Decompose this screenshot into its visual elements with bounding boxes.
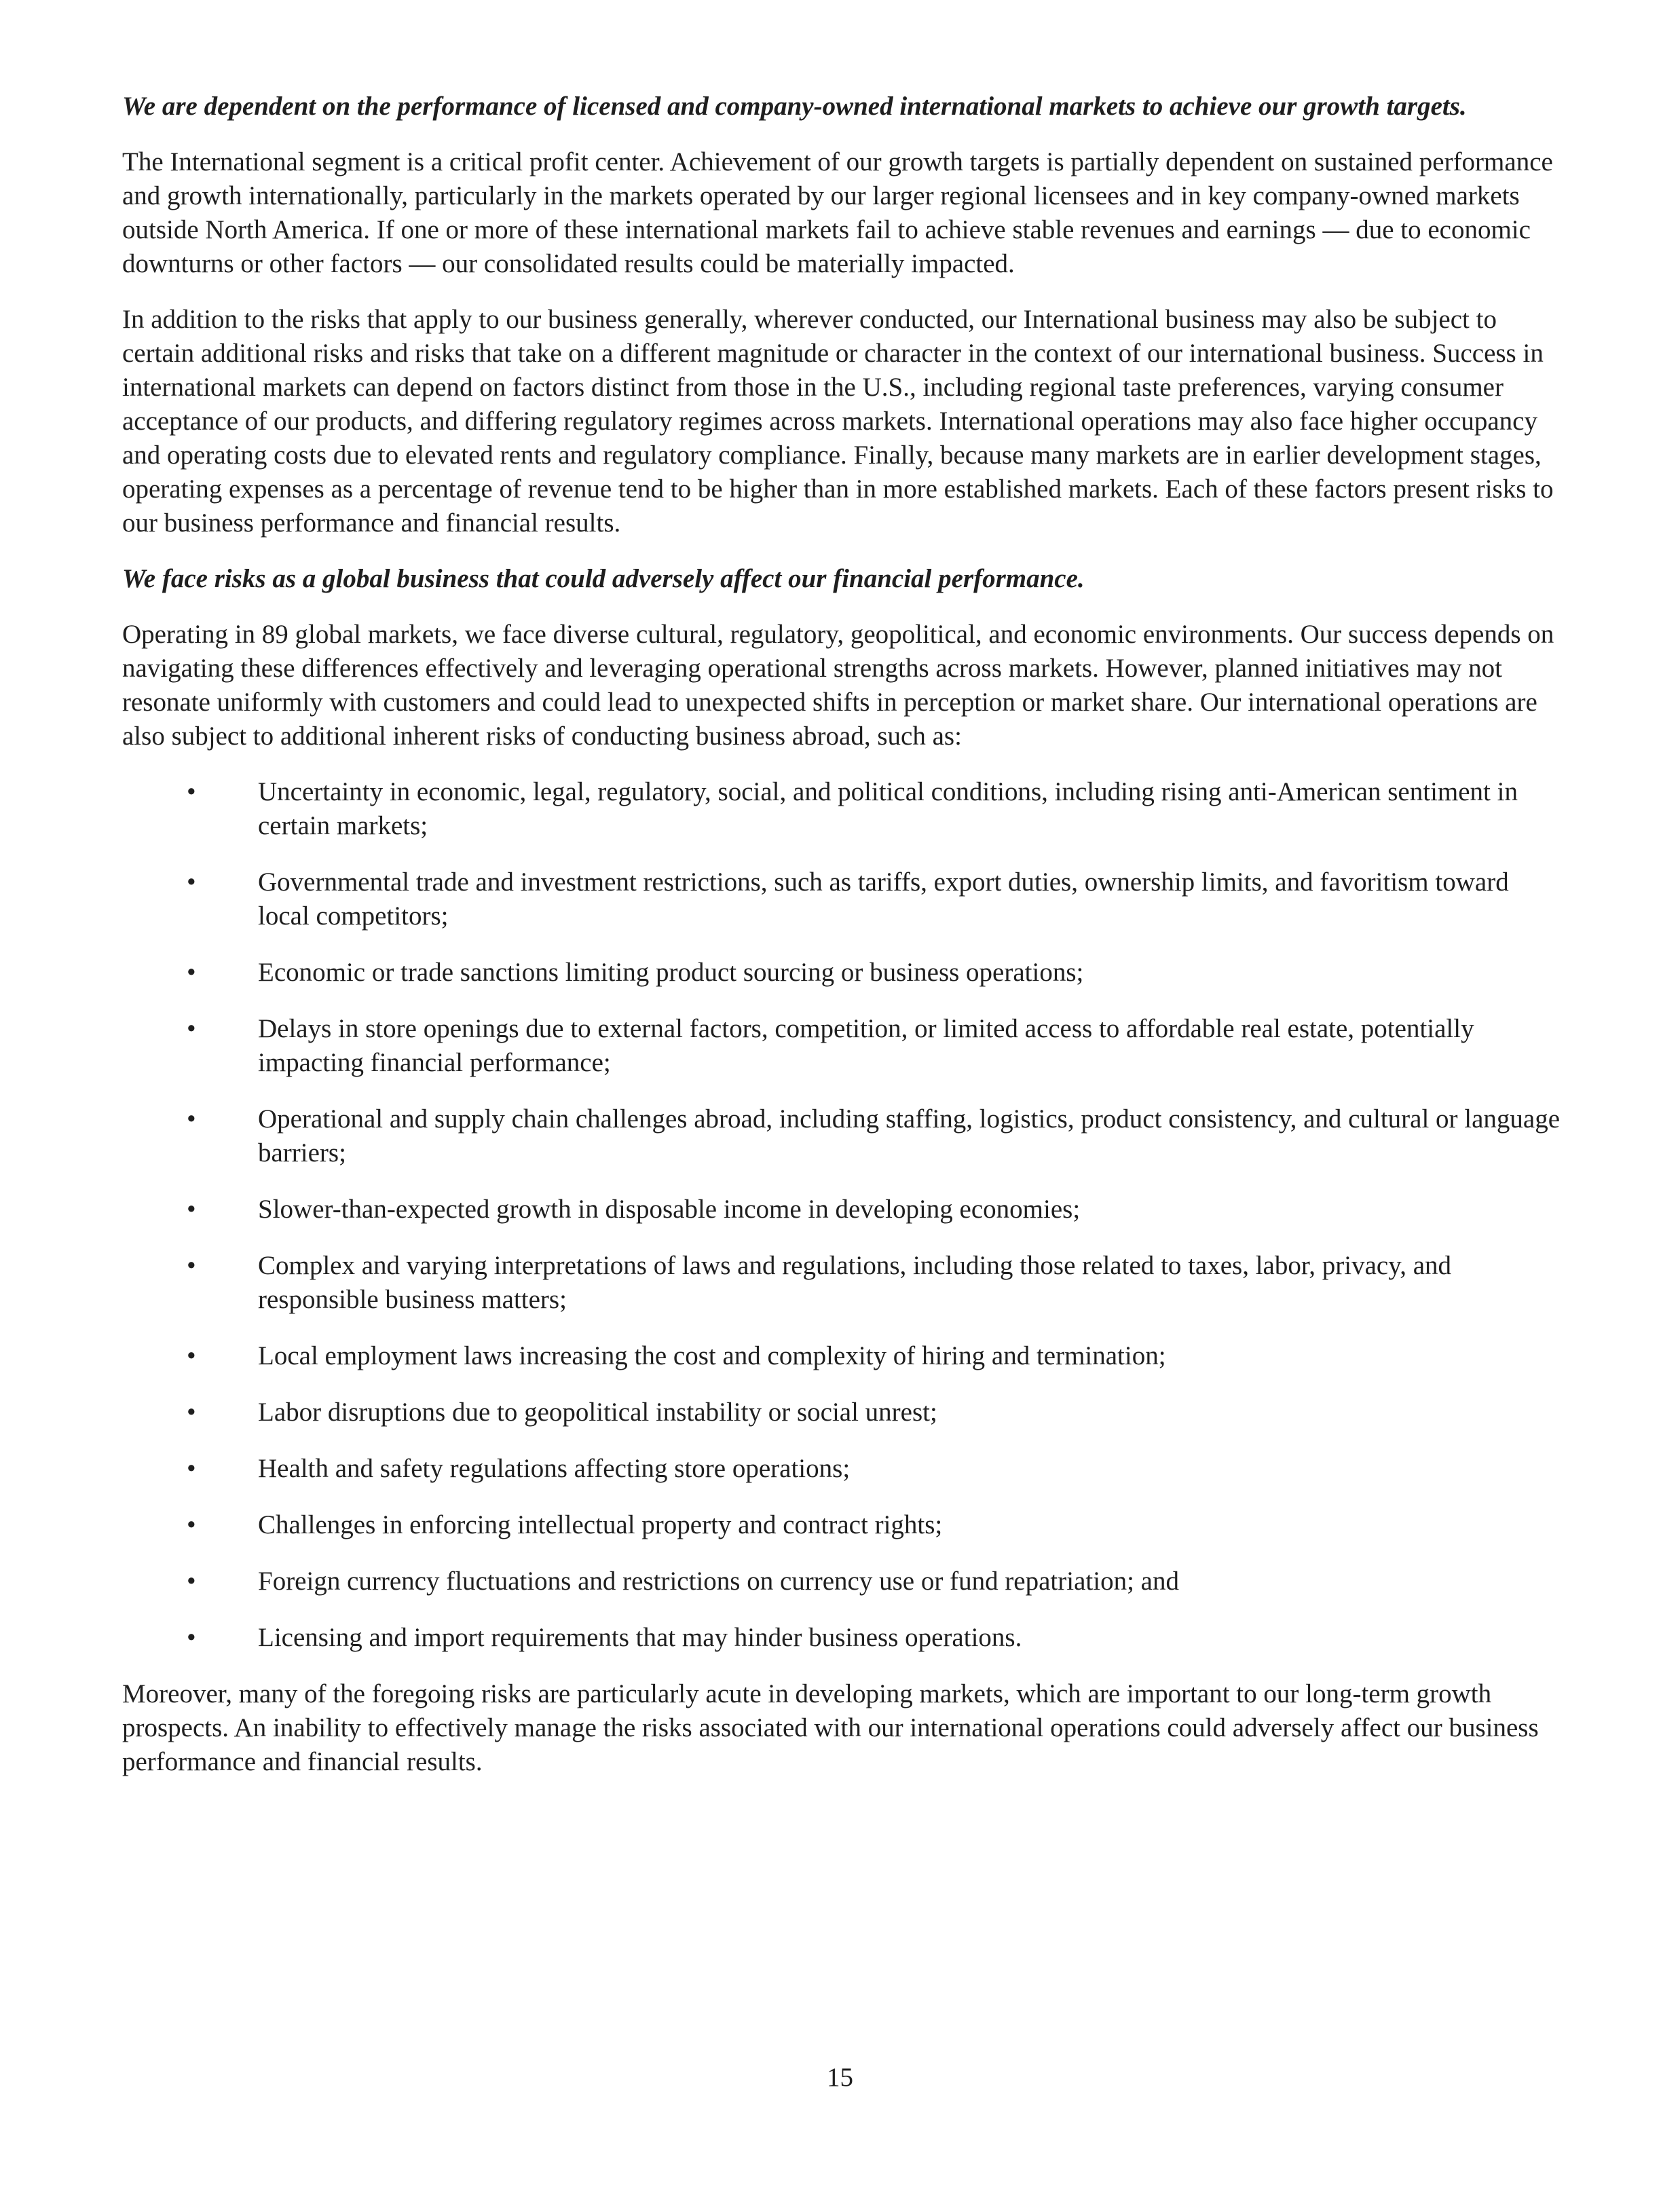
- paragraph-closing: Moreover, many of the foregoing risks are particularly acute in developing markets, which are important to our long-term growth prospects. An inability to effectively manage the risks associated with our international operations could adversely affect our business performance and financial results.: [122, 1679, 1539, 1776]
- list-item-text: Labor disruptions due to geopolitical instability or social unrest;: [258, 1398, 937, 1427]
- list-item-text: Foreign currency fluctuations and restrictions on currency use or fund repatriation; and: [258, 1567, 1179, 1596]
- list-item: [122, 1339, 1561, 1373]
- bullet-icon: •: [187, 1014, 196, 1043]
- bullet-icon: •: [187, 867, 196, 897]
- bullet-icon: •: [187, 1251, 196, 1280]
- bullet-icon: •: [187, 1567, 196, 1596]
- list-item-text: Uncertainty in economic, legal, regulatory, social, and political conditions, including rising anti-American sentiment in certain markets;: [258, 777, 1518, 840]
- list-item: [122, 1012, 1561, 1080]
- list-item: [122, 1621, 1561, 1655]
- list-item: [122, 956, 1561, 990]
- list-item: [122, 865, 1561, 933]
- list-item-text: Complex and varying interpretations of laws and regulations, including those related to taxes, labor, privacy, and responsible business matters;: [258, 1251, 1452, 1314]
- list-item-text: Local employment laws increasing the cost and complexity of hiring and termination;: [258, 1341, 1166, 1370]
- bullet-icon: •: [187, 1195, 196, 1224]
- list-item-text: Governmental trade and investment restrictions, such as tariffs, export duties, ownership limits, and favoritism toward local competitors;: [258, 867, 1509, 931]
- bullet-icon: •: [187, 1623, 196, 1652]
- list-item-text: Licensing and import requirements that may hinder business operations.: [258, 1623, 1022, 1652]
- paragraph-additional-risks: In addition to the risks that apply to our business generally, wherever conducted, our International business may also be subject to certain additional risks and risks that take on a different magnitude or character in the context of our international business. Success in international markets can depend on factors distinct from those in the U.S., including regional taste preferences, varying consumer acceptance of our products, and differing regulatory regimes across markets. International operations may also face higher occupancy and operating costs due to elevated rents and regulatory compliance. Finally, because many markets are in earlier development stages, operating expenses as a percentage of revenue tend to be higher than in more established markets. Each of these factors present risks to our business performance and financial results.: [122, 305, 1554, 538]
- list-item: [122, 1102, 1561, 1170]
- bullet-icon: •: [187, 1341, 196, 1370]
- section-heading-international-markets: We are dependent on the performance of licensed and company-owned international markets to achieve our growth targets.: [122, 92, 1467, 121]
- list-item-text: Operational and supply chain challenges abroad, including staffing, logistics, product consistency, and cultural or language barriers;: [258, 1104, 1561, 1167]
- list-item: [122, 1193, 1561, 1227]
- list-item-text: Health and safety regulations affecting store operations;: [258, 1454, 851, 1483]
- bullet-icon: •: [187, 1104, 196, 1134]
- page-number: 15: [827, 2063, 853, 2092]
- bullet-icon: •: [187, 777, 196, 806]
- bullet-icon: •: [187, 1398, 196, 1427]
- list-item: [122, 1565, 1561, 1598]
- list-item-text: Slower-than-expected growth in disposable income in developing economies;: [258, 1195, 1081, 1224]
- bullet-icon: •: [187, 1510, 196, 1539]
- list-item-text: Economic or trade sanctions limiting product sourcing or business operations;: [258, 958, 1084, 987]
- list-item: [122, 1508, 1561, 1542]
- list-item-text: Challenges in enforcing intellectual property and contract rights;: [258, 1510, 943, 1539]
- list-item: [122, 1452, 1561, 1486]
- bullet-icon: •: [187, 1454, 196, 1483]
- list-item-text: Delays in store openings due to external factors, competition, or limited access to affordable real estate, potentially impacting financial performance;: [258, 1014, 1474, 1077]
- paragraph-international-segment: The International segment is a critical profit center. Achievement of our growth targets is partially dependent on sustained performance and growth internationally, particularly in the markets operated by our larger regional licensees and in key company-owned markets outside North America. If one or more of these international markets fail to achieve stable revenues and earnings — due to economic downturns or other factors — our consolidated results could be materially impacted.: [122, 147, 1553, 278]
- bullet-icon: •: [187, 958, 196, 987]
- list-item: [122, 1249, 1561, 1317]
- list-item: [122, 775, 1561, 843]
- risk-bullet-list: [122, 775, 1561, 1655]
- section-heading-global-business-risks: We face risks as a global business that could adversely affect our financial performance.: [122, 564, 1085, 593]
- document-page: [122, 90, 1561, 1801]
- list-item: [122, 1396, 1561, 1429]
- paragraph-global-markets-intro: Operating in 89 global markets, we face diverse cultural, regulatory, geopolitical, and economic environments. Our success depends on navigating these differences effectively and leveraging operational strengths across markets. However, planned initiatives may not resonate uniformly with customers and could lead to unexpected shifts in perception or market share. Our international operations are also subject to additional inherent risks of conducting business abroad, such as:: [122, 620, 1554, 751]
